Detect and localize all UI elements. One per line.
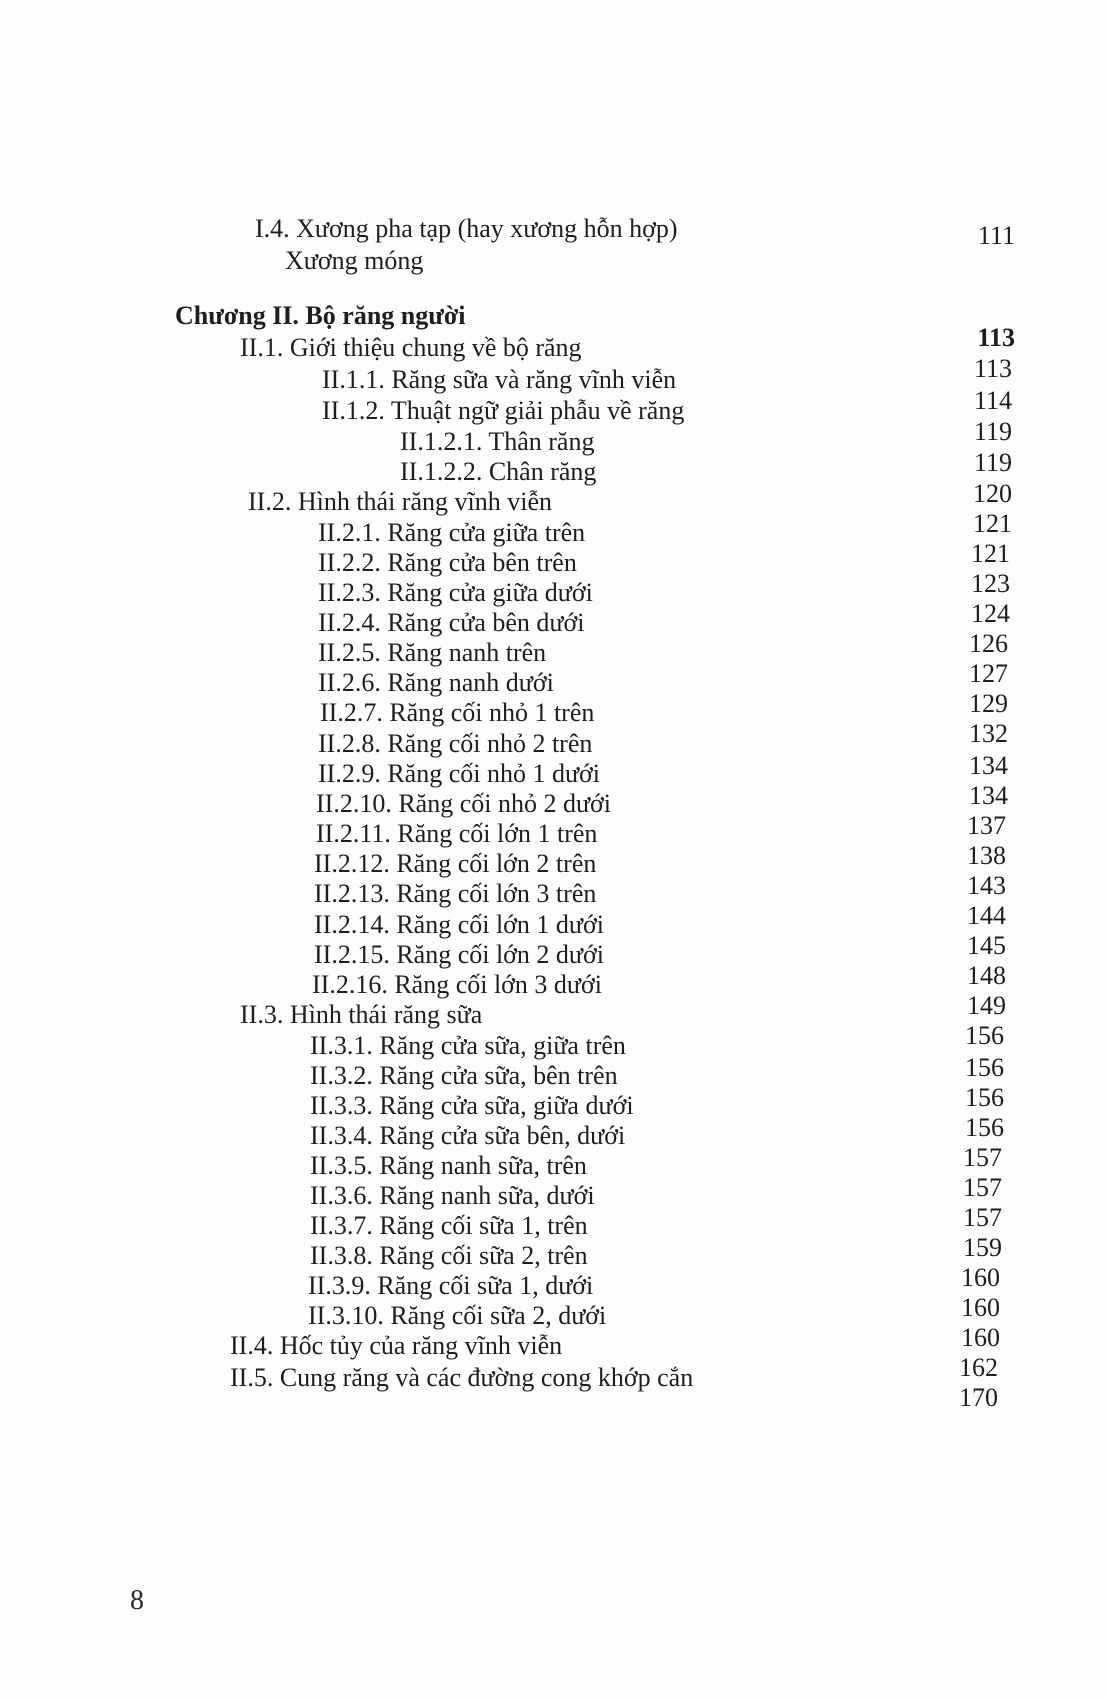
toc-entry-title: II.3.5. Răng nanh sữa, trên <box>310 1151 587 1180</box>
toc-entry-page: 134 <box>969 781 1008 810</box>
toc-entry-title: II.3.4. Răng cửa sữa bên, dưới <box>310 1121 626 1150</box>
toc-entry-page: 124 <box>971 599 1010 628</box>
toc-entry-page: 170 <box>959 1383 998 1412</box>
toc-entry-title: II.4. Hốc tủy của răng vĩnh viễn <box>230 1331 563 1360</box>
toc-entry-title: II.2.10. Răng cối nhỏ 2 dưới <box>316 789 612 818</box>
toc-entry-page: 159 <box>963 1233 1002 1262</box>
toc-entry-title: II.2.6. Răng nanh dưới <box>318 668 554 697</box>
toc-entry-page: 156 <box>965 1053 1004 1082</box>
toc-entry-page: 156 <box>965 1113 1004 1142</box>
toc-entry-title: II.1. Giới thiệu chung về bộ răng <box>240 333 582 362</box>
toc-entry-page: 148 <box>967 961 1006 990</box>
toc-entry-title: II.3.8. Răng cối sữa 2, trên <box>310 1241 588 1270</box>
toc-entry-title: II.2.15. Răng cối lớn 2 dưới <box>314 940 604 969</box>
toc-entry-title: II.2.13. Răng cối lớn 3 trên <box>314 879 597 908</box>
page-number: 8 <box>130 1585 144 1616</box>
toc-entry-page: 143 <box>967 871 1006 900</box>
toc-entry-title: II.3.3. Răng cửa sữa, giữa dưới <box>310 1091 634 1120</box>
toc-entry-title: II.2.3. Răng cửa giữa dưới <box>318 578 593 607</box>
toc-entry-page: 113 <box>977 323 1015 352</box>
toc-entry-page: 127 <box>969 659 1008 688</box>
toc-entry-page: 126 <box>969 629 1008 658</box>
toc-entry-page: 119 <box>973 448 1012 477</box>
toc-entry-title: II.3.9. Răng cối sữa 1, dưới <box>308 1271 594 1300</box>
toc-entry-page: 156 <box>965 1083 1004 1112</box>
toc-entry-title: II.1.1. Răng sữa và răng vĩnh viễn <box>322 365 677 394</box>
toc-entry-page: 149 <box>967 991 1006 1020</box>
toc-entry-title: II.3.2. Răng cửa sữa, bên trên <box>310 1061 618 1090</box>
toc-entry-page: 113 <box>973 354 1012 383</box>
toc-entry-page: 121 <box>971 539 1010 568</box>
toc-entry-title: II.5. Cung răng và các đường cong khớp cắn <box>230 1363 694 1392</box>
toc-entry-title: II.1.2.2. Chân răng <box>400 457 597 486</box>
toc-entry-page: 120 <box>973 479 1012 508</box>
toc-entry-page: 123 <box>971 569 1010 598</box>
toc-entry-title: II.2.7. Răng cối nhỏ 1 trên <box>320 698 595 727</box>
toc-entry-page: 137 <box>967 811 1006 840</box>
toc-entry-title: II.2.14. Răng cối lớn 1 dưới <box>314 910 604 939</box>
toc-entry-title: II.2.4. Răng cửa bên dưới <box>318 608 585 637</box>
toc-entry-title: II.2.8. Răng cối nhỏ 2 trên <box>318 729 593 758</box>
toc-entry-page: 134 <box>969 751 1008 780</box>
toc-entry-page: 160 <box>961 1263 1000 1292</box>
toc-entry-title: Xương móng <box>285 246 424 275</box>
toc-entry-title: II.1.2. Thuật ngữ giải phẫu về răng <box>322 396 685 425</box>
toc-entry-page: 114 <box>973 386 1012 415</box>
toc-entry-title: II.2.11. Răng cối lớn 1 trên <box>316 819 598 848</box>
toc-entry-page: 160 <box>961 1293 1000 1322</box>
toc-entry-page: 121 <box>973 509 1012 538</box>
toc-entry-title: I.4. Xương pha tạp (hay xương hỗn hợp) <box>255 214 678 243</box>
toc-entry-page: 119 <box>973 417 1012 446</box>
toc-entry-page: 111 <box>977 221 1015 250</box>
toc-entry-title: II.1.2.1. Thân răng <box>400 427 595 456</box>
toc-entry-page: 156 <box>965 1021 1004 1050</box>
toc-entry-page: 132 <box>969 719 1008 748</box>
toc-entry-page: 129 <box>969 689 1008 718</box>
toc-entry-page: 160 <box>961 1323 1000 1352</box>
toc-entry-title: II.3.1. Răng cửa sữa, giữa trên <box>310 1031 626 1060</box>
toc-entry-title: II.2.9. Răng cối nhỏ 1 dưới <box>318 759 601 788</box>
toc-entry-title: II.3. Hình thái răng sữa <box>240 1000 483 1029</box>
toc-entry-title: II.2.2. Răng cửa bên trên <box>318 548 577 577</box>
toc-entry-title: Chương II. Bộ răng người <box>175 301 466 330</box>
toc-entry-page: 157 <box>963 1203 1002 1232</box>
toc-entry-page: 144 <box>967 901 1006 930</box>
toc-entry-page: 157 <box>963 1143 1002 1172</box>
toc-entry-title: II.2. Hình thái răng vĩnh viễn <box>248 487 552 516</box>
toc-entry-title: II.3.7. Răng cối sữa 1, trên <box>310 1211 588 1240</box>
toc-entry-title: II.2.16. Răng cối lớn 3 dưới <box>312 970 602 999</box>
toc-entry-title: II.2.5. Răng nanh trên <box>318 638 547 667</box>
toc-entry-page: 162 <box>959 1353 998 1382</box>
toc-entry-page: 157 <box>963 1173 1002 1202</box>
toc-entry-page: 145 <box>967 931 1006 960</box>
toc-entry-title: II.2.12. Răng cối lớn 2 trên <box>314 849 597 878</box>
toc-entry-title: II.3.10. Răng cối sữa 2, dưới <box>308 1301 607 1330</box>
toc-entry-title: II.2.1. Răng cửa giữa trên <box>318 518 586 547</box>
toc-entry-page: 138 <box>967 841 1006 870</box>
toc-entry-title: II.3.6. Răng nanh sữa, dưới <box>310 1181 595 1210</box>
